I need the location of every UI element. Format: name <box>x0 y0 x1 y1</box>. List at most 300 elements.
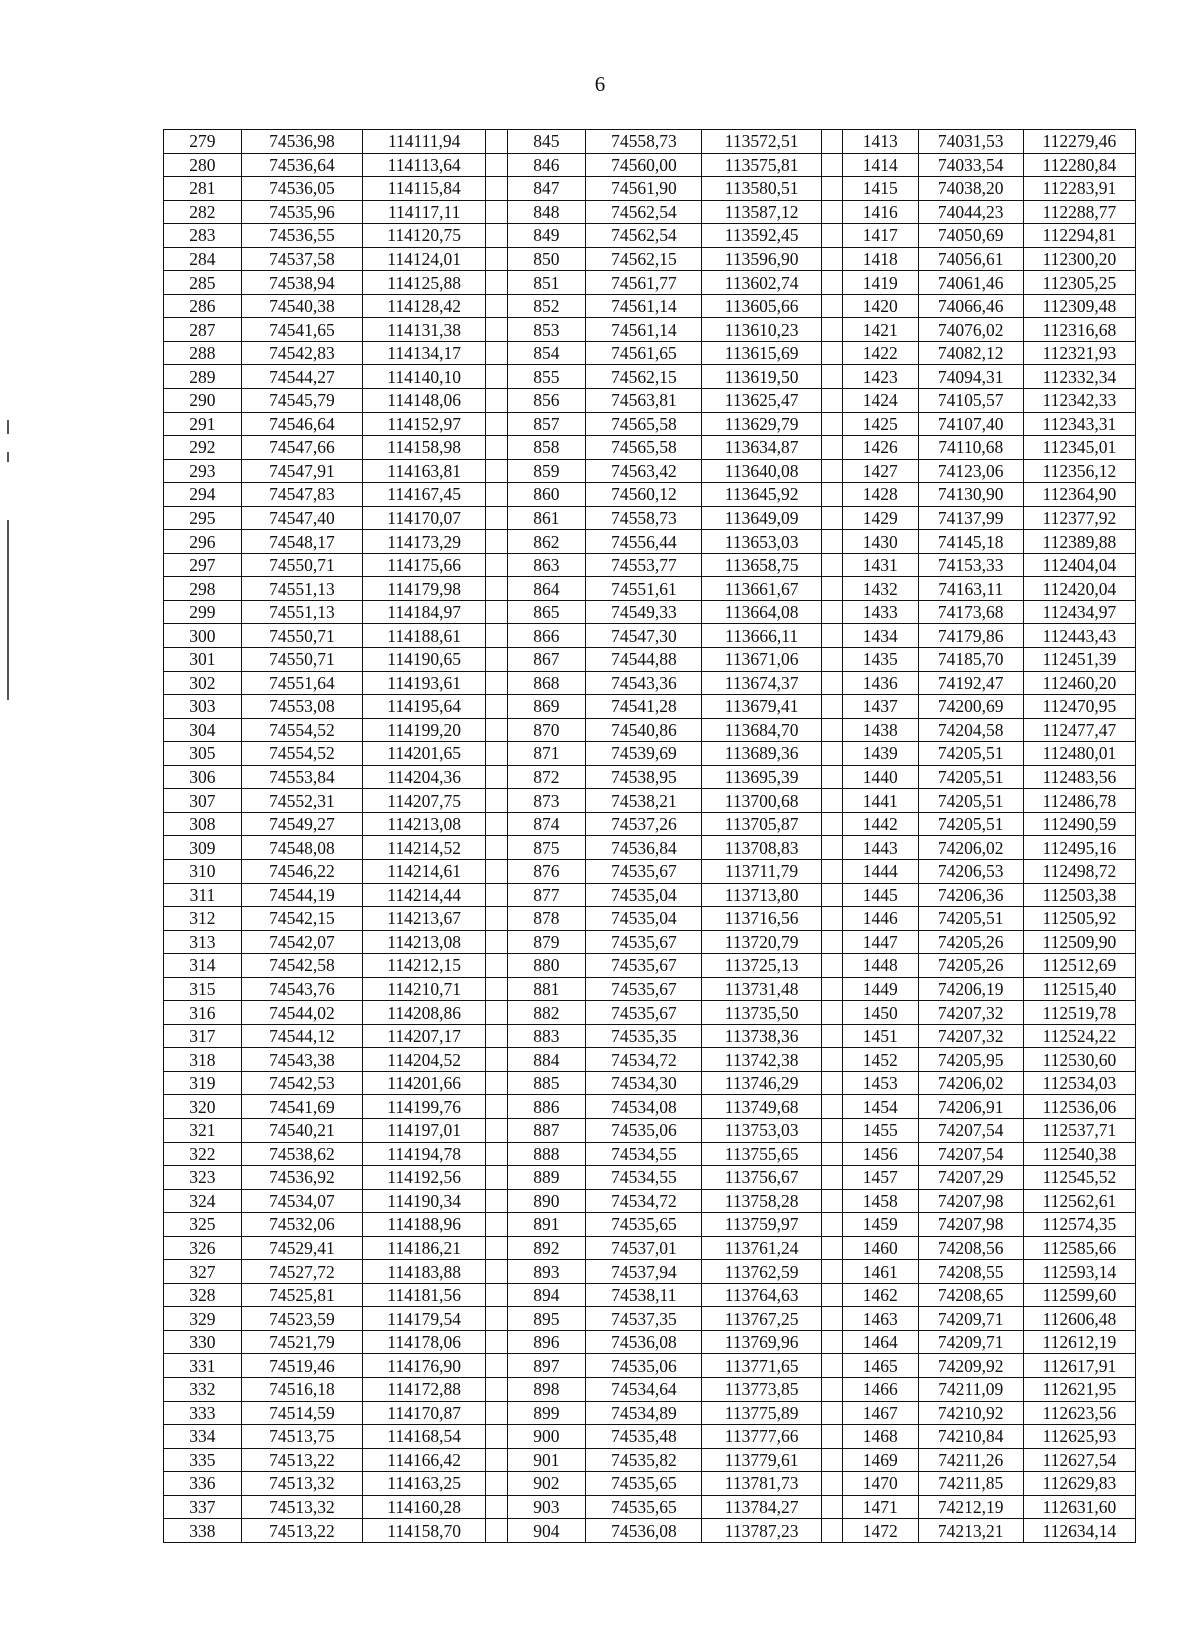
y-coordinate-cell: 114140,10 <box>363 365 486 389</box>
x-coordinate-cell: 74534,72 <box>586 1189 702 1213</box>
x-coordinate-cell: 74529,41 <box>241 1236 362 1260</box>
column-separator <box>821 718 842 742</box>
column-separator <box>821 1354 842 1378</box>
y-coordinate-cell: 112512,69 <box>1023 954 1135 978</box>
x-coordinate-cell: 74544,88 <box>586 648 702 672</box>
table-row <box>164 177 1136 201</box>
point-number-cell: 1444 <box>842 859 918 883</box>
column-separator <box>486 789 507 813</box>
y-coordinate-cell: 114204,52 <box>363 1048 486 1072</box>
y-coordinate-cell: 113787,23 <box>702 1519 821 1543</box>
x-coordinate-cell: 74207,54 <box>918 1142 1023 1166</box>
column-separator <box>486 389 507 413</box>
y-coordinate-cell: 112634,14 <box>1023 1519 1135 1543</box>
point-number-cell: 1420 <box>842 294 918 318</box>
x-coordinate-cell: 74541,69 <box>241 1095 362 1119</box>
point-number-cell: 877 <box>507 883 586 907</box>
point-number-cell: 315 <box>164 977 242 1001</box>
x-coordinate-cell: 74544,27 <box>241 365 362 389</box>
column-separator <box>821 1377 842 1401</box>
y-coordinate-cell: 112593,14 <box>1023 1260 1135 1284</box>
point-number-cell: 299 <box>164 600 242 624</box>
y-coordinate-cell: 113689,36 <box>702 742 821 766</box>
column-separator <box>486 930 507 954</box>
y-coordinate-cell: 113784,27 <box>702 1495 821 1519</box>
column-separator <box>486 718 507 742</box>
point-number-cell: 324 <box>164 1189 242 1213</box>
column-separator <box>821 1472 842 1496</box>
point-number-cell: 283 <box>164 224 242 248</box>
point-number-cell: 1438 <box>842 718 918 742</box>
x-coordinate-cell: 74513,32 <box>241 1495 362 1519</box>
x-coordinate-cell: 74206,02 <box>918 836 1023 860</box>
column-separator <box>821 1142 842 1166</box>
x-coordinate-cell: 74192,47 <box>918 671 1023 695</box>
table-row <box>164 1448 1136 1472</box>
point-number-cell: 1428 <box>842 483 918 507</box>
y-coordinate-cell: 112574,35 <box>1023 1213 1135 1237</box>
margin-mark <box>7 520 9 700</box>
column-separator <box>486 224 507 248</box>
point-number-cell: 849 <box>507 224 586 248</box>
y-coordinate-cell: 114163,25 <box>363 1472 486 1496</box>
table-row <box>164 1495 1136 1519</box>
table-row <box>164 1401 1136 1425</box>
x-coordinate-cell: 74544,19 <box>241 883 362 907</box>
table-row <box>164 1142 1136 1166</box>
column-separator <box>821 671 842 695</box>
column-separator <box>821 1330 842 1354</box>
point-number-cell: 897 <box>507 1354 586 1378</box>
y-coordinate-cell: 112631,60 <box>1023 1495 1135 1519</box>
point-number-cell: 332 <box>164 1377 242 1401</box>
column-separator <box>486 247 507 271</box>
x-coordinate-cell: 74535,48 <box>586 1425 702 1449</box>
point-number-cell: 891 <box>507 1213 586 1237</box>
point-number-cell: 1430 <box>842 530 918 554</box>
point-number-cell: 1459 <box>842 1213 918 1237</box>
column-separator <box>821 1519 842 1543</box>
point-number-cell: 874 <box>507 812 586 836</box>
y-coordinate-cell: 114170,87 <box>363 1401 486 1425</box>
y-coordinate-cell: 112288,77 <box>1023 200 1135 224</box>
table-row <box>164 1189 1136 1213</box>
column-separator <box>821 1425 842 1449</box>
x-coordinate-cell: 74211,85 <box>918 1472 1023 1496</box>
y-coordinate-cell: 114120,75 <box>363 224 486 248</box>
y-coordinate-cell: 112599,60 <box>1023 1283 1135 1307</box>
point-number-cell: 1465 <box>842 1354 918 1378</box>
y-coordinate-cell: 114131,38 <box>363 318 486 342</box>
coordinate-table-body <box>164 130 1136 1543</box>
x-coordinate-cell: 74212,19 <box>918 1495 1023 1519</box>
point-number-cell: 323 <box>164 1166 242 1190</box>
x-coordinate-cell: 74209,71 <box>918 1307 1023 1331</box>
point-number-cell: 857 <box>507 412 586 436</box>
x-coordinate-cell: 74551,61 <box>586 577 702 601</box>
x-coordinate-cell: 74145,18 <box>918 530 1023 554</box>
point-number-cell: 1462 <box>842 1283 918 1307</box>
point-number-cell: 852 <box>507 294 586 318</box>
point-number-cell: 873 <box>507 789 586 813</box>
point-number-cell: 1460 <box>842 1236 918 1260</box>
column-separator <box>821 483 842 507</box>
table-row <box>164 836 1136 860</box>
y-coordinate-cell: 112470,95 <box>1023 695 1135 719</box>
point-number-cell: 338 <box>164 1519 242 1543</box>
x-coordinate-cell: 74561,14 <box>586 294 702 318</box>
x-coordinate-cell: 74535,67 <box>586 954 702 978</box>
column-separator <box>821 224 842 248</box>
point-number-cell: 898 <box>507 1377 586 1401</box>
x-coordinate-cell: 74556,44 <box>586 530 702 554</box>
column-separator <box>486 365 507 389</box>
y-coordinate-cell: 114199,20 <box>363 718 486 742</box>
point-number-cell: 899 <box>507 1401 586 1425</box>
point-number-cell: 331 <box>164 1354 242 1378</box>
point-number-cell: 296 <box>164 530 242 554</box>
x-coordinate-cell: 74544,02 <box>241 1001 362 1025</box>
x-coordinate-cell: 74206,53 <box>918 859 1023 883</box>
y-coordinate-cell: 112332,34 <box>1023 365 1135 389</box>
table-row <box>164 718 1136 742</box>
x-coordinate-cell: 74538,62 <box>241 1142 362 1166</box>
y-coordinate-cell: 113725,13 <box>702 954 821 978</box>
x-coordinate-cell: 74205,26 <box>918 930 1023 954</box>
column-separator <box>486 977 507 1001</box>
y-coordinate-cell: 114158,70 <box>363 1519 486 1543</box>
column-separator <box>486 1260 507 1284</box>
point-number-cell: 308 <box>164 812 242 836</box>
y-coordinate-cell: 113619,50 <box>702 365 821 389</box>
point-number-cell: 306 <box>164 765 242 789</box>
x-coordinate-cell: 74540,21 <box>241 1118 362 1142</box>
table-row <box>164 530 1136 554</box>
column-separator <box>821 577 842 601</box>
column-separator <box>486 883 507 907</box>
column-separator <box>821 1495 842 1519</box>
point-number-cell: 1449 <box>842 977 918 1001</box>
y-coordinate-cell: 114134,17 <box>363 341 486 365</box>
x-coordinate-cell: 74038,20 <box>918 177 1023 201</box>
x-coordinate-cell: 74527,72 <box>241 1260 362 1284</box>
point-number-cell: 871 <box>507 742 586 766</box>
y-coordinate-cell: 113700,68 <box>702 789 821 813</box>
point-number-cell: 1425 <box>842 412 918 436</box>
column-separator <box>821 930 842 954</box>
x-coordinate-cell: 74553,84 <box>241 765 362 789</box>
point-number-cell: 875 <box>507 836 586 860</box>
x-coordinate-cell: 74535,82 <box>586 1448 702 1472</box>
x-coordinate-cell: 74519,46 <box>241 1354 362 1378</box>
column-separator <box>486 907 507 931</box>
x-coordinate-cell: 74173,68 <box>918 600 1023 624</box>
point-number-cell: 845 <box>507 130 586 154</box>
x-coordinate-cell: 74535,06 <box>586 1354 702 1378</box>
y-coordinate-cell: 114184,97 <box>363 600 486 624</box>
x-coordinate-cell: 74565,58 <box>586 412 702 436</box>
x-coordinate-cell: 74565,58 <box>586 436 702 460</box>
y-coordinate-cell: 113764,63 <box>702 1283 821 1307</box>
y-coordinate-cell: 112345,01 <box>1023 436 1135 460</box>
y-coordinate-cell: 113758,28 <box>702 1189 821 1213</box>
y-coordinate-cell: 114175,66 <box>363 553 486 577</box>
x-coordinate-cell: 74209,71 <box>918 1330 1023 1354</box>
x-coordinate-cell: 74534,72 <box>586 1048 702 1072</box>
y-coordinate-cell: 112356,12 <box>1023 459 1135 483</box>
point-number-cell: 1464 <box>842 1330 918 1354</box>
point-number-cell: 881 <box>507 977 586 1001</box>
y-coordinate-cell: 112625,93 <box>1023 1425 1135 1449</box>
x-coordinate-cell: 74562,15 <box>586 247 702 271</box>
column-separator <box>486 1425 507 1449</box>
table-row <box>164 859 1136 883</box>
x-coordinate-cell: 74207,29 <box>918 1166 1023 1190</box>
point-number-cell: 1454 <box>842 1095 918 1119</box>
x-coordinate-cell: 74163,11 <box>918 577 1023 601</box>
column-separator <box>486 506 507 530</box>
x-coordinate-cell: 74535,65 <box>586 1495 702 1519</box>
y-coordinate-cell: 114186,21 <box>363 1236 486 1260</box>
point-number-cell: 328 <box>164 1283 242 1307</box>
x-coordinate-cell: 74536,84 <box>586 836 702 860</box>
y-coordinate-cell: 113759,97 <box>702 1213 821 1237</box>
x-coordinate-cell: 74551,13 <box>241 577 362 601</box>
x-coordinate-cell: 74562,15 <box>586 365 702 389</box>
y-coordinate-cell: 113761,24 <box>702 1236 821 1260</box>
x-coordinate-cell: 74543,36 <box>586 671 702 695</box>
y-coordinate-cell: 112309,48 <box>1023 294 1135 318</box>
x-coordinate-cell: 74205,51 <box>918 907 1023 931</box>
y-coordinate-cell: 113572,51 <box>702 130 821 154</box>
column-separator <box>486 153 507 177</box>
x-coordinate-cell: 74537,35 <box>586 1307 702 1331</box>
column-separator <box>821 436 842 460</box>
table-row <box>164 1283 1136 1307</box>
point-number-cell: 1445 <box>842 883 918 907</box>
point-number-cell: 304 <box>164 718 242 742</box>
column-separator <box>821 153 842 177</box>
y-coordinate-cell: 113769,96 <box>702 1330 821 1354</box>
table-row <box>164 812 1136 836</box>
x-coordinate-cell: 74542,07 <box>241 930 362 954</box>
point-number-cell: 334 <box>164 1425 242 1449</box>
column-separator <box>486 436 507 460</box>
y-coordinate-cell: 112279,46 <box>1023 130 1135 154</box>
point-number-cell: 876 <box>507 859 586 883</box>
y-coordinate-cell: 113634,87 <box>702 436 821 460</box>
table-row <box>164 930 1136 954</box>
column-separator <box>486 1001 507 1025</box>
y-coordinate-cell: 114194,78 <box>363 1142 486 1166</box>
x-coordinate-cell: 74548,17 <box>241 530 362 554</box>
table-row <box>164 1001 1136 1025</box>
y-coordinate-cell: 114115,84 <box>363 177 486 201</box>
point-number-cell: 318 <box>164 1048 242 1072</box>
y-coordinate-cell: 113775,89 <box>702 1401 821 1425</box>
y-coordinate-cell: 114128,42 <box>363 294 486 318</box>
y-coordinate-cell: 113746,29 <box>702 1071 821 1095</box>
x-coordinate-cell: 74206,02 <box>918 1071 1023 1095</box>
x-coordinate-cell: 74153,33 <box>918 553 1023 577</box>
point-number-cell: 1466 <box>842 1377 918 1401</box>
y-coordinate-cell: 113575,81 <box>702 153 821 177</box>
y-coordinate-cell: 113762,59 <box>702 1260 821 1284</box>
column-separator <box>821 624 842 648</box>
point-number-cell: 279 <box>164 130 242 154</box>
y-coordinate-cell: 114111,94 <box>363 130 486 154</box>
point-number-cell: 1471 <box>842 1495 918 1519</box>
x-coordinate-cell: 74536,05 <box>241 177 362 201</box>
column-separator <box>486 1024 507 1048</box>
column-separator <box>821 341 842 365</box>
x-coordinate-cell: 74560,12 <box>586 483 702 507</box>
column-separator <box>821 1095 842 1119</box>
point-number-cell: 864 <box>507 577 586 601</box>
point-number-cell: 337 <box>164 1495 242 1519</box>
column-separator <box>821 883 842 907</box>
x-coordinate-cell: 74534,30 <box>586 1071 702 1095</box>
point-number-cell: 1417 <box>842 224 918 248</box>
column-separator <box>821 553 842 577</box>
point-number-cell: 301 <box>164 648 242 672</box>
column-separator <box>486 577 507 601</box>
x-coordinate-cell: 74547,40 <box>241 506 362 530</box>
x-coordinate-cell: 74550,71 <box>241 553 362 577</box>
point-number-cell: 1472 <box>842 1519 918 1543</box>
table-row <box>164 1118 1136 1142</box>
y-coordinate-cell: 112524,22 <box>1023 1024 1135 1048</box>
y-coordinate-cell: 112537,71 <box>1023 1118 1135 1142</box>
x-coordinate-cell: 74514,59 <box>241 1401 362 1425</box>
y-coordinate-cell: 112342,33 <box>1023 389 1135 413</box>
column-separator <box>821 200 842 224</box>
x-coordinate-cell: 74050,69 <box>918 224 1023 248</box>
column-separator <box>486 1495 507 1519</box>
point-number-cell: 1458 <box>842 1189 918 1213</box>
x-coordinate-cell: 74208,65 <box>918 1283 1023 1307</box>
table-row <box>164 271 1136 295</box>
y-coordinate-cell: 112545,52 <box>1023 1166 1135 1190</box>
x-coordinate-cell: 74553,77 <box>586 553 702 577</box>
y-coordinate-cell: 112451,39 <box>1023 648 1135 672</box>
x-coordinate-cell: 74536,64 <box>241 153 362 177</box>
column-separator <box>821 1307 842 1331</box>
column-separator <box>821 859 842 883</box>
x-coordinate-cell: 74550,71 <box>241 624 362 648</box>
table-row <box>164 553 1136 577</box>
y-coordinate-cell: 114181,56 <box>363 1283 486 1307</box>
x-coordinate-cell: 74204,58 <box>918 718 1023 742</box>
x-coordinate-cell: 74210,92 <box>918 1401 1023 1425</box>
point-number-cell: 886 <box>507 1095 586 1119</box>
x-coordinate-cell: 74540,86 <box>586 718 702 742</box>
x-coordinate-cell: 74513,75 <box>241 1425 362 1449</box>
column-separator <box>821 1260 842 1284</box>
column-separator <box>486 1307 507 1331</box>
y-coordinate-cell: 113661,67 <box>702 577 821 601</box>
point-number-cell: 854 <box>507 341 586 365</box>
column-separator <box>486 553 507 577</box>
point-number-cell: 305 <box>164 742 242 766</box>
x-coordinate-cell: 74563,42 <box>586 459 702 483</box>
y-coordinate-cell: 114190,34 <box>363 1189 486 1213</box>
column-separator <box>821 1071 842 1095</box>
column-separator <box>821 1236 842 1260</box>
point-number-cell: 1447 <box>842 930 918 954</box>
point-number-cell: 848 <box>507 200 586 224</box>
point-number-cell: 294 <box>164 483 242 507</box>
column-separator <box>821 271 842 295</box>
y-coordinate-cell: 113720,79 <box>702 930 821 954</box>
x-coordinate-cell: 74031,53 <box>918 130 1023 154</box>
column-separator <box>486 671 507 695</box>
point-number-cell: 859 <box>507 459 586 483</box>
x-coordinate-cell: 74537,94 <box>586 1260 702 1284</box>
column-separator <box>486 1189 507 1213</box>
y-coordinate-cell: 114152,97 <box>363 412 486 436</box>
point-number-cell: 317 <box>164 1024 242 1048</box>
point-number-cell: 309 <box>164 836 242 860</box>
point-number-cell: 892 <box>507 1236 586 1260</box>
y-coordinate-cell: 114158,98 <box>363 436 486 460</box>
point-number-cell: 1441 <box>842 789 918 813</box>
column-separator <box>821 459 842 483</box>
y-coordinate-cell: 114204,36 <box>363 765 486 789</box>
point-number-cell: 1457 <box>842 1166 918 1190</box>
y-coordinate-cell: 112627,54 <box>1023 1448 1135 1472</box>
y-coordinate-cell: 114190,65 <box>363 648 486 672</box>
y-coordinate-cell: 112343,31 <box>1023 412 1135 436</box>
y-coordinate-cell: 114148,06 <box>363 389 486 413</box>
column-separator <box>821 765 842 789</box>
coordinate-table <box>163 129 1136 1543</box>
column-separator <box>486 1330 507 1354</box>
y-coordinate-cell: 113713,80 <box>702 883 821 907</box>
column-separator <box>486 341 507 365</box>
y-coordinate-cell: 112364,90 <box>1023 483 1135 507</box>
column-separator <box>486 1472 507 1496</box>
table-row <box>164 671 1136 695</box>
y-coordinate-cell: 112460,20 <box>1023 671 1135 695</box>
y-coordinate-cell: 112621,95 <box>1023 1377 1135 1401</box>
point-number-cell: 284 <box>164 247 242 271</box>
point-number-cell: 329 <box>164 1307 242 1331</box>
x-coordinate-cell: 74536,98 <box>241 130 362 154</box>
x-coordinate-cell: 74543,38 <box>241 1048 362 1072</box>
y-coordinate-cell: 112509,90 <box>1023 930 1135 954</box>
point-number-cell: 887 <box>507 1118 586 1142</box>
point-number-cell: 869 <box>507 695 586 719</box>
y-coordinate-cell: 114170,07 <box>363 506 486 530</box>
y-coordinate-cell: 112623,56 <box>1023 1401 1135 1425</box>
table-row <box>164 648 1136 672</box>
table-row <box>164 436 1136 460</box>
x-coordinate-cell: 74056,61 <box>918 247 1023 271</box>
point-number-cell: 904 <box>507 1519 586 1543</box>
x-coordinate-cell: 74066,46 <box>918 294 1023 318</box>
x-coordinate-cell: 74535,96 <box>241 200 362 224</box>
x-coordinate-cell: 74535,67 <box>586 859 702 883</box>
y-coordinate-cell: 112316,68 <box>1023 318 1135 342</box>
x-coordinate-cell: 74208,56 <box>918 1236 1023 1260</box>
x-coordinate-cell: 74547,30 <box>586 624 702 648</box>
y-coordinate-cell: 114125,88 <box>363 271 486 295</box>
point-number-cell: 885 <box>507 1071 586 1095</box>
y-coordinate-cell: 112486,78 <box>1023 789 1135 813</box>
y-coordinate-cell: 113731,48 <box>702 977 821 1001</box>
point-number-cell: 860 <box>507 483 586 507</box>
